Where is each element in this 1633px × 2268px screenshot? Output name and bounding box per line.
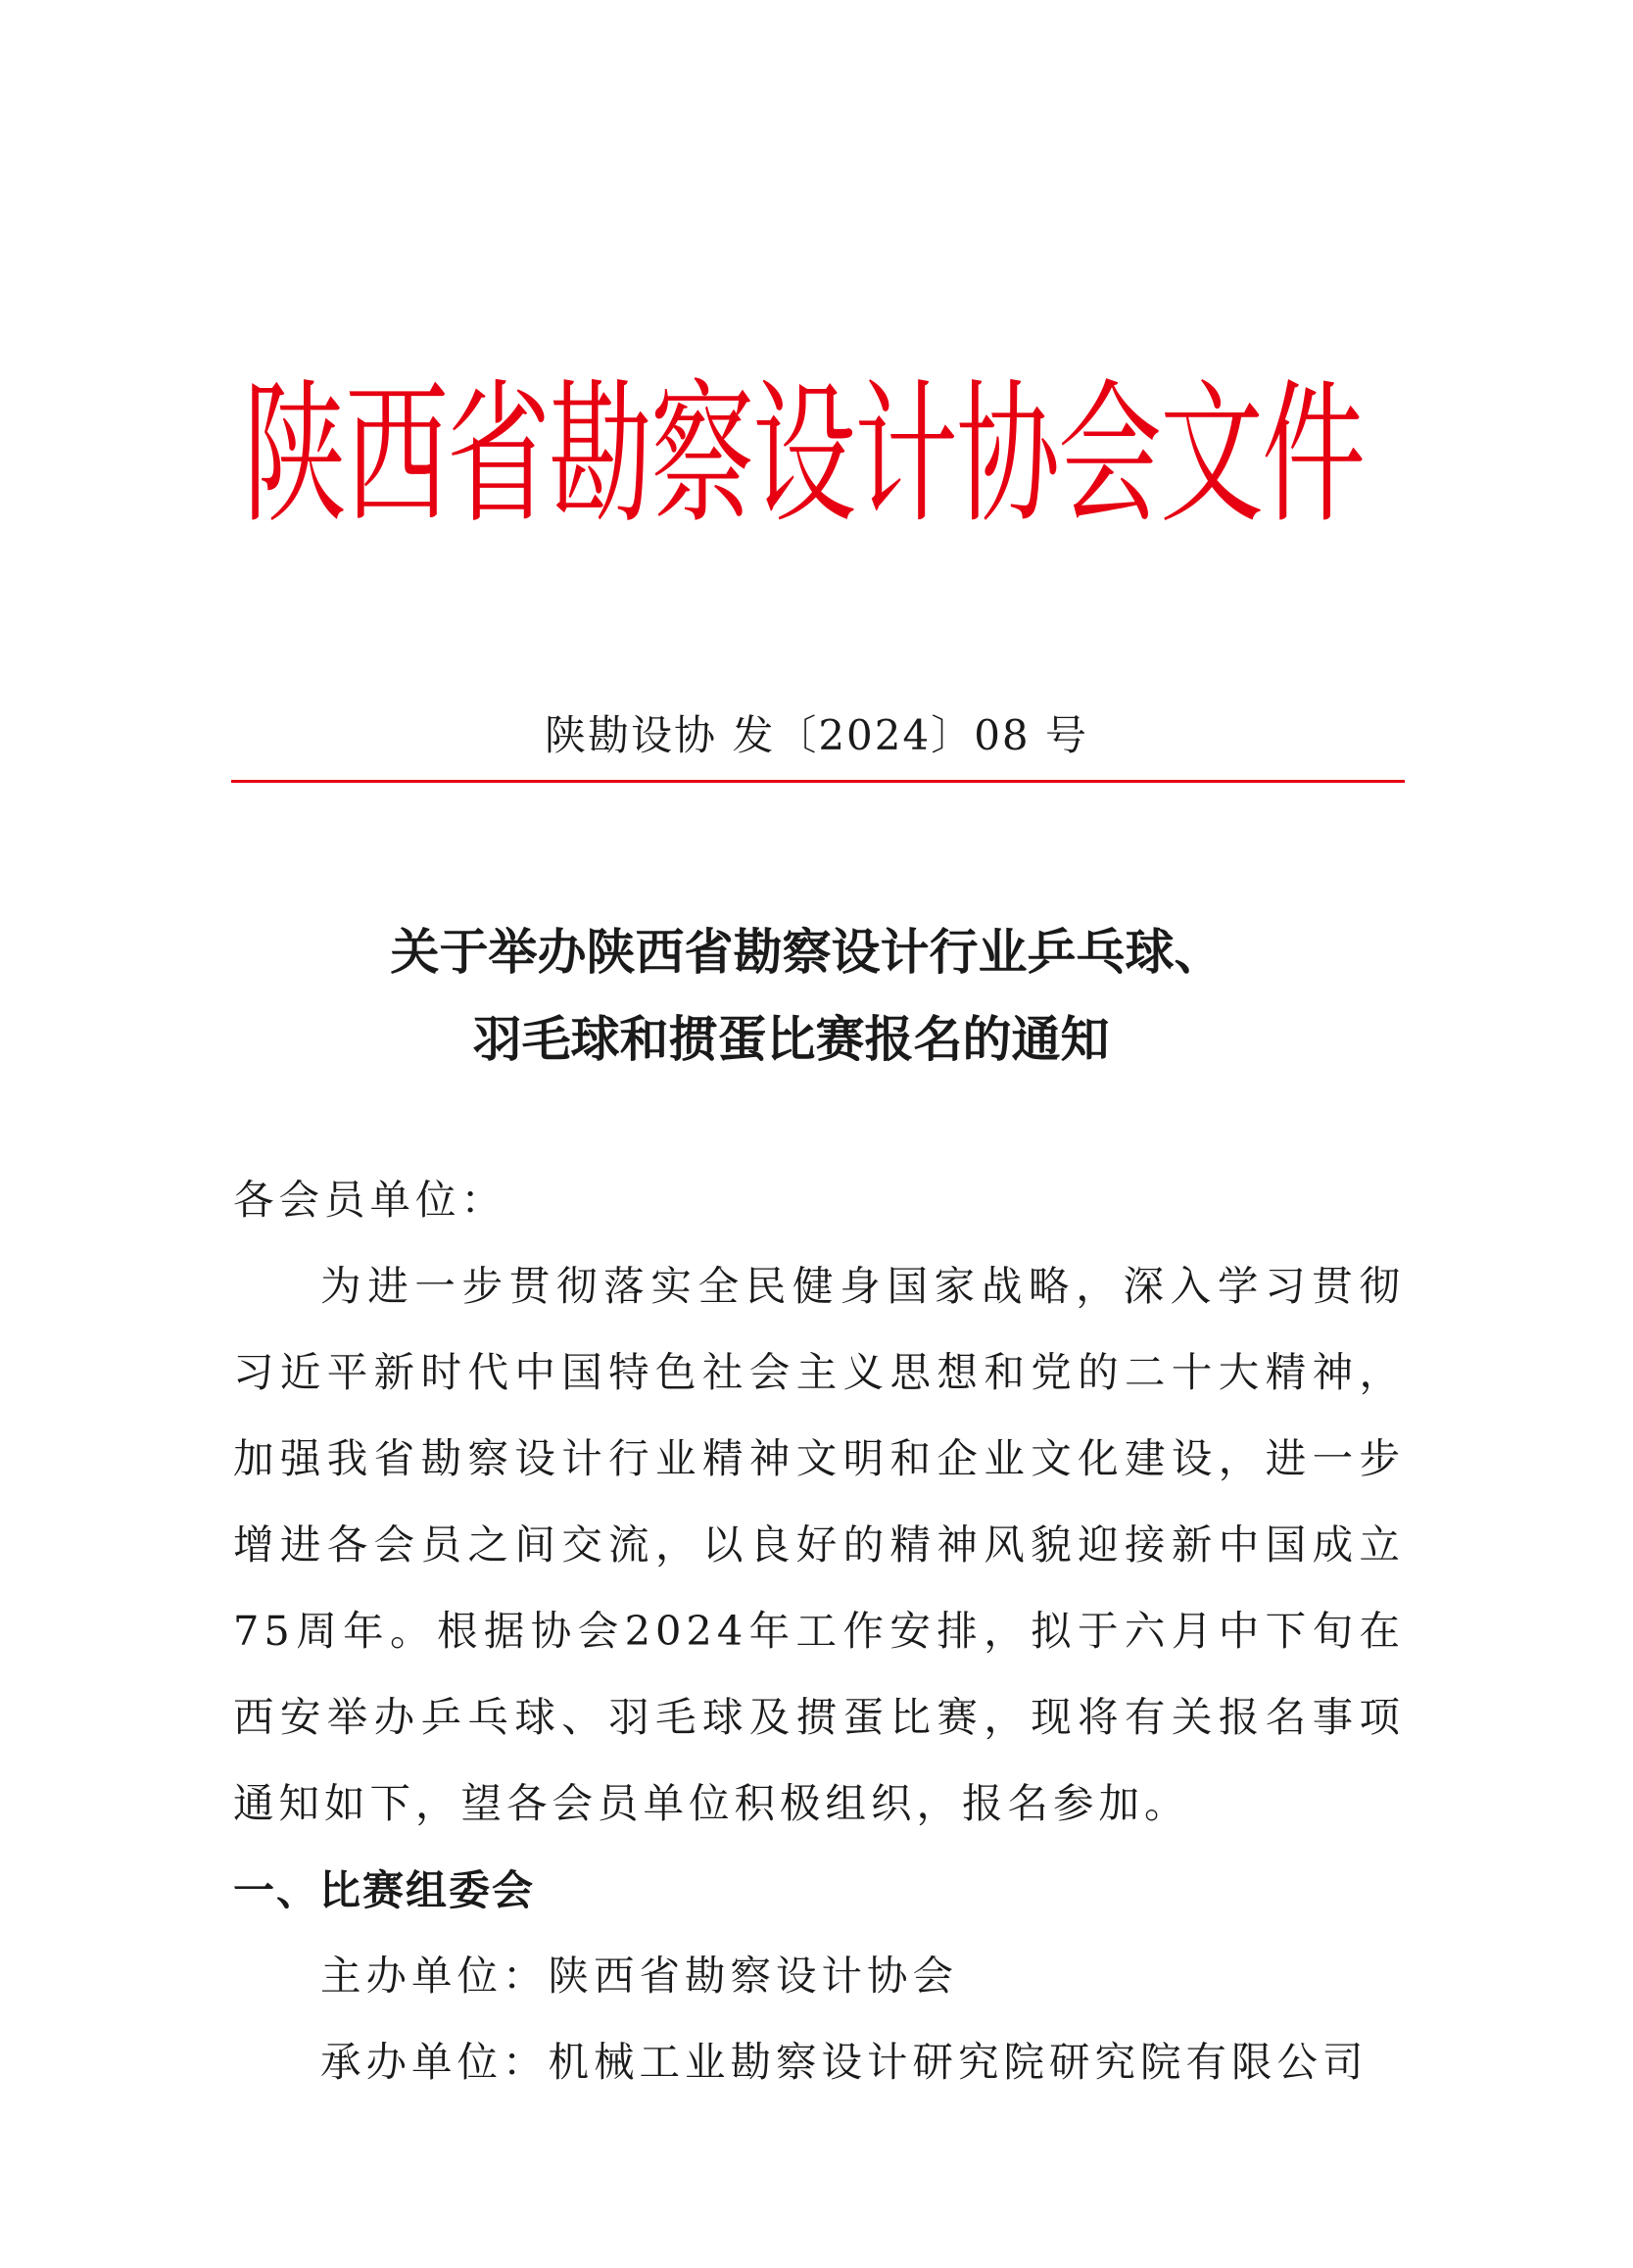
section-heading-organizing-committee: 一、比赛组委会 [233, 1866, 536, 1914]
document-masthead: 陕西省勘察设计协会文件 [243, 365, 1364, 545]
body-paragraph: 为进一步贯彻落实全民健身国家战略，深入学习贯彻习近平新时代中国特色社会主义思想和党的二十大精神，加强我省勘察设计行业精神文明和企业文化建设，进一步增进各会员之间交流，以良好的精神风貌迎接新中国成立75周年。根据协会2024年工作安排，拟于六月中下旬在西安举办乒乓球、羽毛球及掼蛋比赛，现将有关报名事项通知如下，望各会员单位积极组织，报名参加。 [233, 1262, 1405, 1827]
document-number: 陕勘设协 发〔2024〕08 号 [544, 711, 1089, 759]
salutation: 各会员单位： [233, 1176, 507, 1224]
host-organization: 主办单位：陕西省勘察设计协会 [320, 1952, 959, 2000]
undertaking-organization: 承办单位：机械工业勘察设计研究院研究院有限公司 [320, 2038, 1369, 2086]
notice-title-line-2: 羽毛球和掼蛋比赛报名的通知 [472, 1011, 1110, 1068]
red-divider-line [231, 780, 1405, 783]
notice-title-line-1: 关于举办陕西省勘察设计行业乒乓球、 [390, 924, 1224, 981]
